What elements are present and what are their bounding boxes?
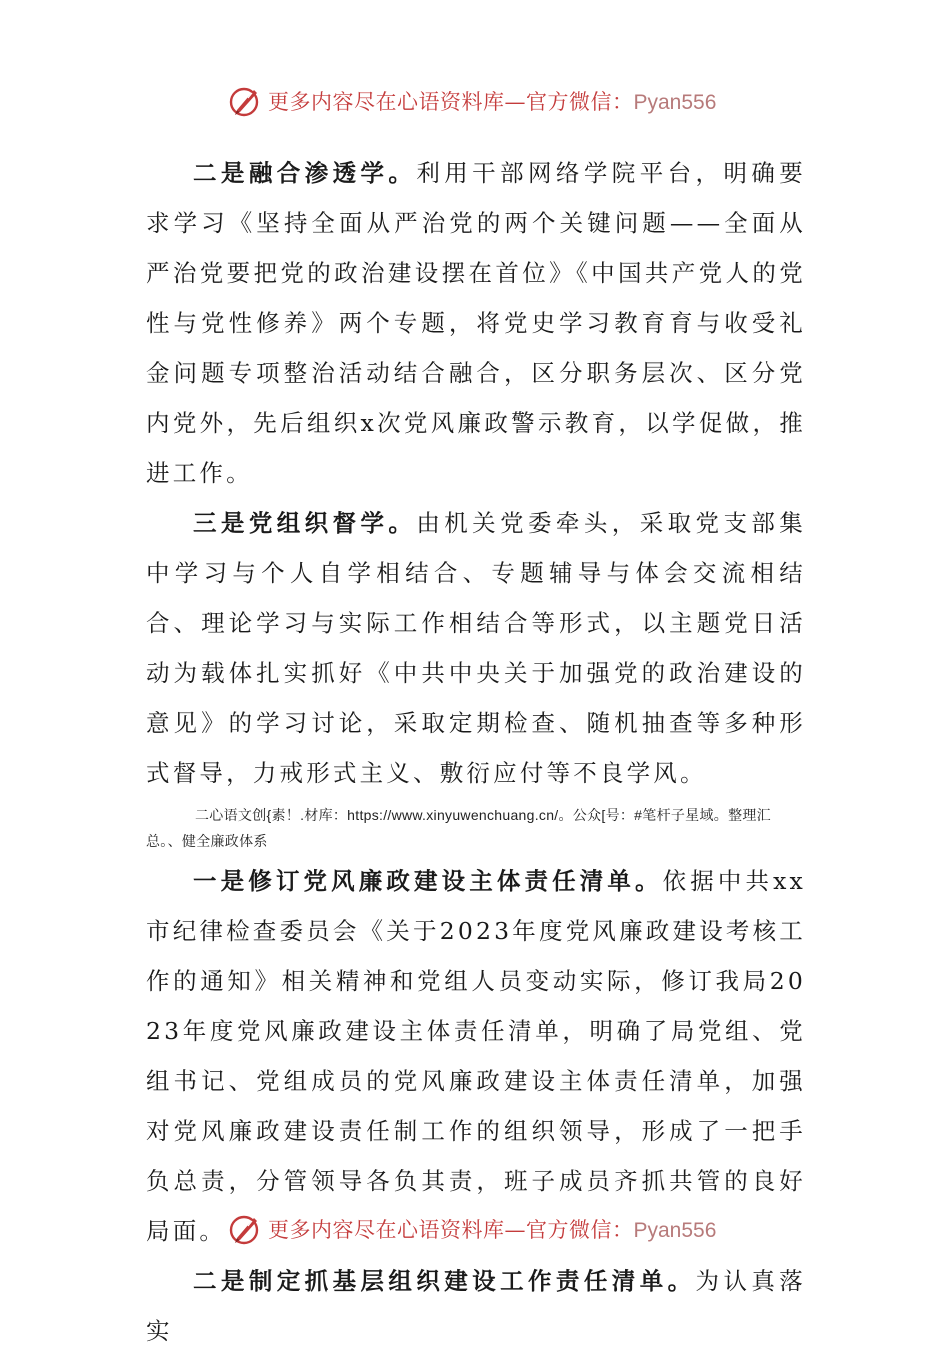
document-body <box>146 148 806 1356</box>
paragraph-lead: 三是党组织督学。 <box>193 509 417 537</box>
source-note: 二心语文创{素！.材库：https://www.xinyuwenchuang.cn/。公众[号：#笔杆子星域。整理汇总。、健全廉政体系 <box>146 807 771 849</box>
paragraph-body: 依据中共xx市纪律检查委员会《关于2023年度党风廉政建设考核工作的通知》相关精神和党组人员变动实际，修订我局2023年度党风廉政建设主体责任清单，明确了局党组、党组书记、党组成员的党风廉政建设主体责任清单，加强对党风廉政建设责任制工作的组织领导，形成了一把手负总责，分管领导各负其责，班子成员齐抓共管的良好局面。 <box>146 867 807 1245</box>
banner-text <box>268 1216 716 1245</box>
paragraph-lead: 二是融合渗透学。 <box>193 159 417 187</box>
paragraph <box>146 856 806 1256</box>
banner-main-text: 更多内容尽在心语资料库—官方微信： <box>268 1218 634 1242</box>
paragraph <box>146 498 806 798</box>
paragraph <box>146 148 806 498</box>
paragraph-lead: 二是制定抓基层组织建设工作责任清单。 <box>193 1267 696 1295</box>
paragraph-body: 利用干部网络学院平台，明确要求学习《坚持全面从严治党的两个关键问题——全面从严治党要把党的政治建设摆在首位》《中国共产党人的党性与党性修养》两个专题，将党史学习教育育与收受礼金问题专项整治活动结合融合，区分职务层次、区分党内党外，先后组织x次党风廉政警示教育，以学促做，推进工作。 <box>146 159 806 487</box>
banner-text <box>268 88 716 117</box>
quill-pen-circle-icon <box>228 1212 262 1246</box>
banner-wechat-id: Pyan556 <box>633 91 717 114</box>
paragraph-body: 由机关党委牵头，采取党支部集中学习与个人自学相结合、专题辅导与体会交流相结合、理论学习与实际工作相结合等形式，以主题党日活动为载体扎实抓好《中共中央关于加强党的政治建设的意见》的学习讨论，采取定期检查、随机抽查等多种形式督导，力戒形式主义、敷衍应付等不良学风。 <box>146 509 806 787</box>
header-banner <box>0 82 950 122</box>
banner-wechat-id: Pyan556 <box>633 1219 717 1242</box>
quill-pen-circle-icon <box>228 84 262 118</box>
footer-banner <box>0 1210 950 1250</box>
paragraph-lead: 一是修订党风廉政建设主体责任清单。 <box>193 867 663 895</box>
paragraph <box>146 1256 806 1356</box>
banner-main-text: 更多内容尽在心语资料库—官方微信： <box>268 90 634 114</box>
paragraph-body: 为认真落实 <box>146 1267 806 1345</box>
